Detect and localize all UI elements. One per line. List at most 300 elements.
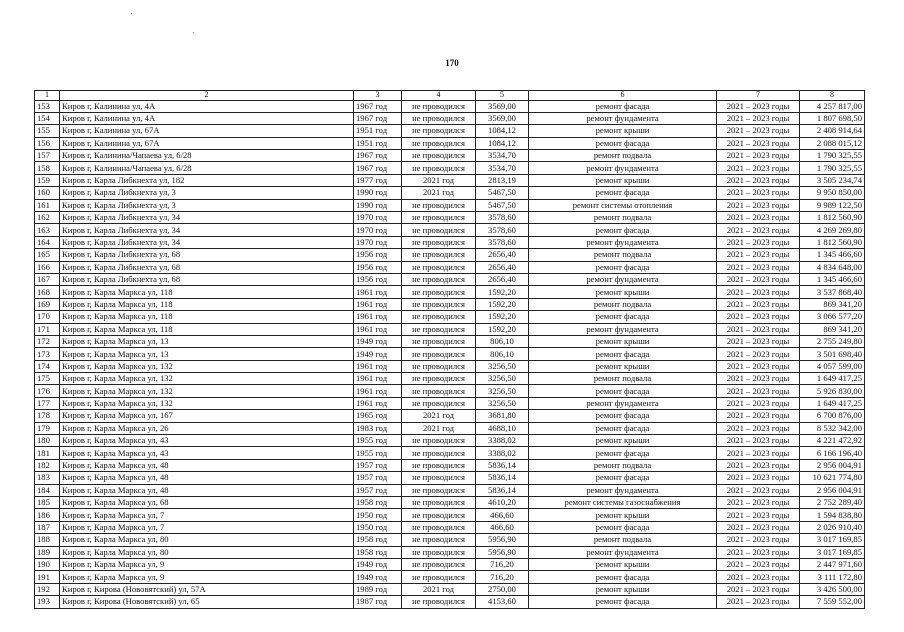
table-row (35, 422, 865, 434)
table-row (35, 150, 865, 162)
cell-last-repair-year: 2021 год (402, 174, 476, 186)
cell-row-number: 161 (35, 199, 60, 211)
cell-build-year: 1967 год (354, 150, 402, 162)
cell-cost: 1 790 325,55 (800, 150, 865, 162)
cell-work-type: ремонт подвала (529, 212, 717, 224)
cell-period: 2021 – 2023 годы (717, 286, 800, 298)
cell-build-year: 1950 год (354, 509, 402, 521)
cell-last-repair-year: не проводился (402, 348, 476, 360)
cell-period: 2021 – 2023 годы (717, 546, 800, 558)
cell-period: 2021 – 2023 годы (717, 534, 800, 546)
cell-period: 2021 – 2023 годы (717, 385, 800, 397)
cell-row-number: 183 (35, 472, 60, 484)
cell-area: 3569,00 (476, 112, 529, 124)
cell-row-number: 162 (35, 212, 60, 224)
cell-last-repair-year: 2021 год (402, 187, 476, 199)
cell-work-type: ремонт фасада (529, 447, 717, 459)
cell-address: Киров г, Карла Либкнехта ул, 68 (60, 261, 354, 273)
cell-work-type: ремонт фасада (529, 348, 717, 360)
cell-cost: 2 408 914,64 (800, 125, 865, 137)
cell-cost: 3 111 172,80 (800, 571, 865, 583)
cell-cost: 2 026 910,40 (800, 521, 865, 533)
cell-row-number: 167 (35, 273, 60, 285)
cell-last-repair-year: не проводился (402, 137, 476, 149)
cell-work-type: ремонт фундамента (529, 112, 717, 124)
cell-address: Киров г, Карла Маркса ул, 48 (60, 484, 354, 496)
cell-work-type: ремонт фасада (529, 187, 717, 199)
cell-row-number: 168 (35, 286, 60, 298)
cell-row-number: 181 (35, 447, 60, 459)
cell-period: 2021 – 2023 годы (717, 583, 800, 595)
cell-work-type: ремонт фундамента (529, 273, 717, 285)
cell-cost: 1 345 466,60 (800, 249, 865, 261)
cell-address: Киров г, Карла Маркса ул, 118 (60, 298, 354, 310)
cell-build-year: 1950 год (354, 521, 402, 533)
cell-address: Киров г, Калинина ул, 4А (60, 100, 354, 112)
cell-area: 4610,20 (476, 497, 529, 509)
table-row (35, 286, 865, 298)
column-header-1: 1 (35, 91, 60, 101)
cell-row-number: 176 (35, 385, 60, 397)
cell-area: 5467,50 (476, 199, 529, 211)
cell-last-repair-year: не проводился (402, 521, 476, 533)
table-row (35, 509, 865, 521)
cell-address: Киров г, Калинина ул, 67А (60, 137, 354, 149)
cell-last-repair-year: не проводился (402, 558, 476, 570)
cell-area: 5836,14 (476, 472, 529, 484)
cell-work-type: ремонт фундамента (529, 546, 717, 558)
table-row (35, 174, 865, 186)
cell-area: 3681,80 (476, 410, 529, 422)
cell-area: 5956,90 (476, 534, 529, 546)
cell-area: 2656,40 (476, 261, 529, 273)
cell-area: 3534,70 (476, 162, 529, 174)
cell-cost: 4 221 472,92 (800, 435, 865, 447)
cell-build-year: 1961 год (354, 397, 402, 409)
cell-build-year: 1949 год (354, 558, 402, 570)
cell-build-year: 1956 год (354, 249, 402, 261)
cell-cost: 9 950 850,00 (800, 187, 865, 199)
cell-address: Киров г, Карла Маркса ул, 132 (60, 397, 354, 409)
cell-last-repair-year: не проводился (402, 224, 476, 236)
cell-cost: 3 426 500,00 (800, 583, 865, 595)
cell-work-type: ремонт подвала (529, 249, 717, 261)
column-header-3: 3 (354, 91, 402, 101)
table-row (35, 224, 865, 236)
cell-address: Киров г, Карла Маркса ул, 132 (60, 360, 354, 372)
cell-cost: 2 088 015,12 (800, 137, 865, 149)
cell-address: Киров г, Карла Маркса ул, 132 (60, 385, 354, 397)
cell-row-number: 160 (35, 187, 60, 199)
cell-cost: 2 447 971,60 (800, 558, 865, 570)
table-row (35, 435, 865, 447)
cell-build-year: 1983 год (354, 422, 402, 434)
cell-area: 806,10 (476, 335, 529, 347)
cell-last-repair-year: не проводился (402, 435, 476, 447)
cell-row-number: 172 (35, 335, 60, 347)
cell-period: 2021 – 2023 годы (717, 298, 800, 310)
cell-work-type: ремонт крыши (529, 335, 717, 347)
cell-work-type: ремонт фундамента (529, 397, 717, 409)
cell-period: 2021 – 2023 годы (717, 410, 800, 422)
cell-address: Киров г, Карла Маркса ул, 80 (60, 546, 354, 558)
cell-period: 2021 – 2023 годы (717, 224, 800, 236)
cell-address: Киров г, Карла Маркса ул, 118 (60, 286, 354, 298)
cell-row-number: 186 (35, 509, 60, 521)
cell-row-number: 180 (35, 435, 60, 447)
cell-address: Киров г, Кирова (Нововятский) ул, 65 (60, 596, 354, 608)
cell-area: 3256,50 (476, 360, 529, 372)
cell-area: 466,60 (476, 521, 529, 533)
cell-address: Киров г, Карла Маркса ул, 13 (60, 348, 354, 360)
cell-cost: 3 505 234,74 (800, 174, 865, 186)
cell-address: Киров г, Карла Либкнехта ул, 182 (60, 174, 354, 186)
table-row (35, 212, 865, 224)
cell-cost: 4 057 599,00 (800, 360, 865, 372)
cell-cost: 4 257 817,00 (800, 100, 865, 112)
cell-row-number: 182 (35, 459, 60, 471)
cell-cost: 3 537 868,40 (800, 286, 865, 298)
cell-period: 2021 – 2023 годы (717, 125, 800, 137)
cell-work-type: ремонт фасада (529, 410, 717, 422)
cell-area: 1592,20 (476, 286, 529, 298)
cell-address: Киров г, Карла Маркса ул, 132 (60, 373, 354, 385)
table-row (35, 521, 865, 533)
cell-period: 2021 – 2023 годы (717, 100, 800, 112)
cell-last-repair-year: не проводился (402, 335, 476, 347)
cell-row-number: 154 (35, 112, 60, 124)
cell-cost: 2 956 004,91 (800, 459, 865, 471)
table-row (35, 261, 865, 273)
cell-address: Киров г, Карла Либкнехта ул, 3 (60, 187, 354, 199)
table-row (35, 583, 865, 595)
cell-build-year: 1949 год (354, 335, 402, 347)
cell-address: Киров г, Карла Либкнехта ул, 34 (60, 224, 354, 236)
table-row (35, 410, 865, 422)
cell-work-type: ремонт фасада (529, 224, 717, 236)
cell-build-year: 1961 год (354, 385, 402, 397)
cell-area: 3256,50 (476, 397, 529, 409)
cell-work-type: ремонт крыши (529, 558, 717, 570)
cell-work-type: ремонт системы газоснабжения (529, 497, 717, 509)
table-row (35, 249, 865, 261)
cell-row-number: 163 (35, 224, 60, 236)
cell-build-year: 1967 год (354, 162, 402, 174)
cell-period: 2021 – 2023 годы (717, 459, 800, 471)
cell-last-repair-year: не проводился (402, 273, 476, 285)
column-header-4: 4 (402, 91, 476, 101)
table-row (35, 571, 865, 583)
cell-build-year: 1956 год (354, 261, 402, 273)
cell-cost: 5 926 830,00 (800, 385, 865, 397)
column-header-2: 2 (60, 91, 354, 101)
cell-area: 3256,50 (476, 385, 529, 397)
cell-last-repair-year: 2021 год (402, 583, 476, 595)
cell-row-number: 165 (35, 249, 60, 261)
table-row (35, 472, 865, 484)
table-row (35, 100, 865, 112)
cell-period: 2021 – 2023 годы (717, 187, 800, 199)
cell-work-type: ремонт крыши (529, 174, 717, 186)
cell-last-repair-year: 2021 год (402, 422, 476, 434)
cell-period: 2021 – 2023 годы (717, 373, 800, 385)
cell-build-year: 1970 год (354, 224, 402, 236)
column-header-8: 8 (800, 91, 865, 101)
cell-row-number: 170 (35, 311, 60, 323)
cell-cost: 1 649 417,25 (800, 373, 865, 385)
cell-build-year: 1990 год (354, 199, 402, 211)
table-row (35, 459, 865, 471)
cell-build-year: 1961 год (354, 298, 402, 310)
cell-build-year: 1957 год (354, 484, 402, 496)
cell-last-repair-year: не проводился (402, 286, 476, 298)
cell-work-type: ремонт системы отопления (529, 199, 717, 211)
table-row (35, 323, 865, 335)
cell-last-repair-year: не проводился (402, 212, 476, 224)
cell-period: 2021 – 2023 годы (717, 422, 800, 434)
cell-work-type: ремонт фасада (529, 385, 717, 397)
cell-row-number: 187 (35, 521, 60, 533)
cell-last-repair-year: не проводился (402, 150, 476, 162)
cell-build-year: 1956 год (354, 273, 402, 285)
cell-build-year: 1957 год (354, 459, 402, 471)
cell-address: Киров г, Карла Маркса ул, 118 (60, 323, 354, 335)
table-row (35, 236, 865, 248)
cell-last-repair-year: не проводился (402, 472, 476, 484)
cell-period: 2021 – 2023 годы (717, 174, 800, 186)
cell-last-repair-year: не проводился (402, 484, 476, 496)
cell-work-type: ремонт фундамента (529, 484, 717, 496)
table-row (35, 273, 865, 285)
cell-work-type: ремонт фасада (529, 261, 717, 273)
cell-work-type: ремонт крыши (529, 125, 717, 137)
cell-cost: 9 989 122,50 (800, 199, 865, 211)
cell-address: Киров г, Калинина ул, 67А (60, 125, 354, 137)
cell-address: Киров г, Карла Маркса ул, 9 (60, 558, 354, 570)
cell-address: Киров г, Карла Либкнехта ул, 68 (60, 249, 354, 261)
cell-build-year: 1989 год (354, 583, 402, 595)
cell-area: 1592,20 (476, 311, 529, 323)
cell-period: 2021 – 2023 годы (717, 596, 800, 608)
cell-area: 2656,40 (476, 273, 529, 285)
cell-work-type: ремонт крыши (529, 360, 717, 372)
cell-build-year: 1961 год (354, 373, 402, 385)
cell-address: Киров г, Калинина/Чапаева ул, 6/28 (60, 162, 354, 174)
cell-row-number: 175 (35, 373, 60, 385)
cell-period: 2021 – 2023 годы (717, 521, 800, 533)
column-header-7: 7 (717, 91, 800, 101)
cell-work-type: ремонт подвала (529, 534, 717, 546)
cell-row-number: 189 (35, 546, 60, 558)
cell-last-repair-year: не проводился (402, 298, 476, 310)
scan-speck (131, 13, 132, 14)
cell-address: Киров г, Карла Маркса ул, 80 (60, 534, 354, 546)
cell-build-year: 1949 год (354, 571, 402, 583)
cell-area: 716,20 (476, 571, 529, 583)
cell-period: 2021 – 2023 годы (717, 509, 800, 521)
cell-row-number: 179 (35, 422, 60, 434)
cell-last-repair-year: не проводился (402, 373, 476, 385)
cell-build-year: 1977 год (354, 174, 402, 186)
cell-period: 2021 – 2023 годы (717, 348, 800, 360)
cell-last-repair-year: не проводился (402, 261, 476, 273)
cell-area: 5836,14 (476, 484, 529, 496)
cell-address: Киров г, Карла Маркса ул, 167 (60, 410, 354, 422)
cell-period: 2021 – 2023 годы (717, 571, 800, 583)
cell-cost: 869 341,20 (800, 298, 865, 310)
cell-address: Киров г, Карла Маркса ул, 9 (60, 571, 354, 583)
table-row (35, 112, 865, 124)
table-row (35, 385, 865, 397)
table-body (35, 100, 865, 608)
cell-cost: 3 501 698,40 (800, 348, 865, 360)
cell-row-number: 173 (35, 348, 60, 360)
cell-area: 806,10 (476, 348, 529, 360)
cell-cost: 869 341,20 (800, 323, 865, 335)
cell-area: 1084,12 (476, 137, 529, 149)
cell-last-repair-year: не проводился (402, 236, 476, 248)
cell-cost: 3 017 169,85 (800, 546, 865, 558)
cell-area: 3388,02 (476, 435, 529, 447)
cell-period: 2021 – 2023 годы (717, 137, 800, 149)
cell-build-year: 1970 год (354, 212, 402, 224)
cell-cost: 1 812 560,90 (800, 212, 865, 224)
table-row (35, 596, 865, 608)
cell-build-year: 1958 год (354, 534, 402, 546)
cell-cost: 1 345 466,60 (800, 273, 865, 285)
cell-cost: 1 594 838,80 (800, 509, 865, 521)
cell-work-type: ремонт фасада (529, 571, 717, 583)
cell-address: Киров г, Карла Либкнехта ул, 34 (60, 236, 354, 248)
cell-period: 2021 – 2023 годы (717, 249, 800, 261)
cell-period: 2021 – 2023 годы (717, 335, 800, 347)
cell-last-repair-year: не проводился (402, 497, 476, 509)
cell-area: 1592,20 (476, 323, 529, 335)
cell-work-type: ремонт фасада (529, 422, 717, 434)
cell-cost: 7 559 552,00 (800, 596, 865, 608)
cell-period: 2021 – 2023 годы (717, 323, 800, 335)
cell-row-number: 164 (35, 236, 60, 248)
cell-cost: 3 066 577,20 (800, 311, 865, 323)
cell-address: Киров г, Карла Либкнехта ул, 3 (60, 199, 354, 211)
cell-period: 2021 – 2023 годы (717, 447, 800, 459)
cell-row-number: 157 (35, 150, 60, 162)
cell-last-repair-year: не проводился (402, 546, 476, 558)
cell-area: 3578,60 (476, 224, 529, 236)
cell-cost: 3 017 169,85 (800, 534, 865, 546)
cell-work-type: ремонт фундамента (529, 323, 717, 335)
cell-area: 1084,12 (476, 125, 529, 137)
cell-row-number: 156 (35, 137, 60, 149)
table-row (35, 137, 865, 149)
cell-work-type: ремонт фасада (529, 100, 717, 112)
cell-last-repair-year: не проводился (402, 385, 476, 397)
cell-area: 5467,50 (476, 187, 529, 199)
cell-address: Киров г, Карла Маркса ул, 48 (60, 472, 354, 484)
cell-period: 2021 – 2023 годы (717, 261, 800, 273)
cell-row-number: 188 (35, 534, 60, 546)
cell-row-number: 153 (35, 100, 60, 112)
cell-address: Киров г, Калинина/Чапаева ул, 6/28 (60, 150, 354, 162)
table-row (35, 199, 865, 211)
cell-area: 2656,40 (476, 249, 529, 261)
cell-area: 3534,70 (476, 150, 529, 162)
cell-last-repair-year: не проводился (402, 125, 476, 137)
table-row (35, 558, 865, 570)
cell-work-type: ремонт фасада (529, 137, 717, 149)
cell-row-number: 174 (35, 360, 60, 372)
cell-row-number: 190 (35, 558, 60, 570)
cell-work-type: ремонт фасада (529, 472, 717, 484)
cell-build-year: 1955 год (354, 435, 402, 447)
table-row (35, 373, 865, 385)
cell-build-year: 1965 год (354, 410, 402, 422)
cell-build-year: 1957 год (354, 472, 402, 484)
cell-last-repair-year: не проводился (402, 323, 476, 335)
table-row (35, 348, 865, 360)
cell-work-type: ремонт подвала (529, 459, 717, 471)
cell-row-number: 185 (35, 497, 60, 509)
cell-cost: 2 755 249,80 (800, 335, 865, 347)
cell-work-type: ремонт крыши (529, 286, 717, 298)
table-row (35, 311, 865, 323)
cell-build-year: 1951 год (354, 137, 402, 149)
table-row (35, 125, 865, 137)
cell-cost: 1 649 417,25 (800, 397, 865, 409)
cell-area: 3388,02 (476, 447, 529, 459)
cell-period: 2021 – 2023 годы (717, 112, 800, 124)
cell-address: Киров г, Карла Маркса ул, 43 (60, 435, 354, 447)
cell-area: 3569,00 (476, 100, 529, 112)
cell-work-type: ремонт фасада (529, 596, 717, 608)
cell-cost: 10 621 774,80 (800, 472, 865, 484)
cell-area: 5956,90 (476, 546, 529, 558)
cell-row-number: 171 (35, 323, 60, 335)
cell-period: 2021 – 2023 годы (717, 150, 800, 162)
cell-build-year: 1990 год (354, 187, 402, 199)
cell-address: Киров г, Карла Либкнехта ул, 68 (60, 273, 354, 285)
cell-area: 716,20 (476, 558, 529, 570)
cell-build-year: 1961 год (354, 311, 402, 323)
table-row (35, 335, 865, 347)
cell-build-year: 1961 год (354, 360, 402, 372)
cell-period: 2021 – 2023 годы (717, 199, 800, 211)
cell-cost: 2 752 289,40 (800, 497, 865, 509)
cell-area: 3578,60 (476, 212, 529, 224)
cell-cost: 8 532 342,00 (800, 422, 865, 434)
cell-address: Киров г, Карла Маркса ул, 13 (60, 335, 354, 347)
cell-build-year: 1967 год (354, 100, 402, 112)
cell-last-repair-year: не проводился (402, 162, 476, 174)
cell-row-number: 169 (35, 298, 60, 310)
cell-build-year: 1955 год (354, 447, 402, 459)
cell-work-type: ремонт фундамента (529, 162, 717, 174)
cell-last-repair-year: не проводился (402, 571, 476, 583)
cell-address: Киров г, Карла Маркса ул, 118 (60, 311, 354, 323)
cell-work-type: ремонт подвала (529, 298, 717, 310)
cell-row-number: 158 (35, 162, 60, 174)
cell-row-number: 159 (35, 174, 60, 186)
cell-row-number: 177 (35, 397, 60, 409)
table-row (35, 534, 865, 546)
cell-area: 3256,50 (476, 373, 529, 385)
cell-period: 2021 – 2023 годы (717, 397, 800, 409)
cell-build-year: 1961 год (354, 323, 402, 335)
cell-area: 4688,10 (476, 422, 529, 434)
cell-work-type: ремонт фундамента (529, 236, 717, 248)
cell-last-repair-year: не проводился (402, 199, 476, 211)
cell-build-year: 1970 год (354, 236, 402, 248)
